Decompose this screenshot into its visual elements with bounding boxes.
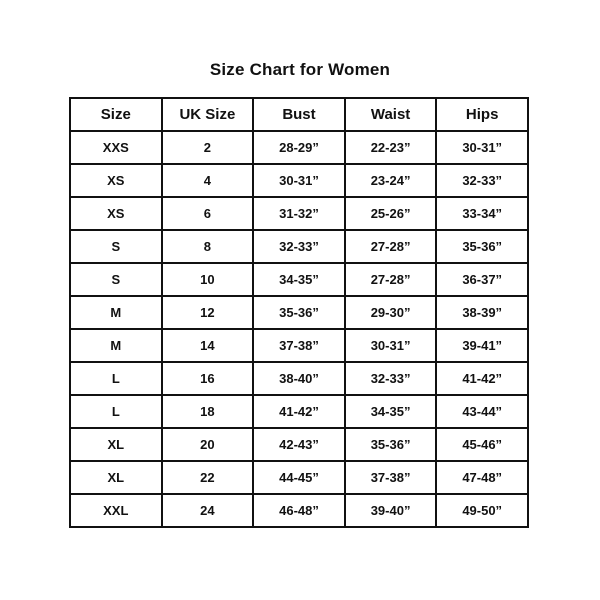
table-cell: 37-38” — [253, 329, 345, 362]
header-row — [70, 98, 528, 131]
table-row — [70, 296, 528, 329]
table-cell: S — [70, 230, 162, 263]
table-row — [70, 494, 528, 527]
table-cell: 35-36” — [436, 230, 528, 263]
table-cell: XS — [70, 197, 162, 230]
table-cell: 8 — [162, 230, 254, 263]
table-row — [70, 164, 528, 197]
table-cell: 43-44” — [436, 395, 528, 428]
table-cell: 49-50” — [436, 494, 528, 527]
table-cell: 32-33” — [345, 362, 437, 395]
table-cell: 30-31” — [253, 164, 345, 197]
table-cell: 34-35” — [345, 395, 437, 428]
table-cell: XL — [70, 461, 162, 494]
column-header: UK Size — [162, 98, 254, 131]
column-header: Waist — [345, 98, 437, 131]
table-cell: 28-29” — [253, 131, 345, 164]
table-cell: 27-28” — [345, 263, 437, 296]
table-cell: 27-28” — [345, 230, 437, 263]
table-row — [70, 362, 528, 395]
table-cell: L — [70, 395, 162, 428]
table-cell: 35-36” — [253, 296, 345, 329]
table-cell: 4 — [162, 164, 254, 197]
table-cell: 14 — [162, 329, 254, 362]
table-cell: 32-33” — [253, 230, 345, 263]
table-header — [70, 98, 528, 131]
column-header: Bust — [253, 98, 345, 131]
table-cell: M — [70, 296, 162, 329]
table-cell: 38-40” — [253, 362, 345, 395]
table-cell: XS — [70, 164, 162, 197]
table-cell: 31-32” — [253, 197, 345, 230]
table-cell: 33-34” — [436, 197, 528, 230]
table-cell: 25-26” — [345, 197, 437, 230]
table-row — [70, 263, 528, 296]
table-cell: 30-31” — [436, 131, 528, 164]
table-cell: 18 — [162, 395, 254, 428]
table-cell: XXL — [70, 494, 162, 527]
table-cell: 29-30” — [345, 296, 437, 329]
table-cell: 41-42” — [253, 395, 345, 428]
table-cell: 39-40” — [345, 494, 437, 527]
size-chart-table — [69, 97, 529, 528]
table-row — [70, 395, 528, 428]
table-cell: S — [70, 263, 162, 296]
table-cell: 32-33” — [436, 164, 528, 197]
table-row — [70, 131, 528, 164]
table-cell: 2 — [162, 131, 254, 164]
table-cell: 6 — [162, 197, 254, 230]
table-cell: 23-24” — [345, 164, 437, 197]
table-cell: 35-36” — [345, 428, 437, 461]
table-cell: 22-23” — [345, 131, 437, 164]
table-cell: 44-45” — [253, 461, 345, 494]
table-body — [70, 131, 528, 527]
table-cell: 39-41” — [436, 329, 528, 362]
table-cell: 42-43” — [253, 428, 345, 461]
table-cell: 22 — [162, 461, 254, 494]
column-header: Hips — [436, 98, 528, 131]
column-header: Size — [70, 98, 162, 131]
table-cell: 41-42” — [436, 362, 528, 395]
table-cell: M — [70, 329, 162, 362]
table-cell: 20 — [162, 428, 254, 461]
table-cell: XL — [70, 428, 162, 461]
table-row — [70, 461, 528, 494]
table-row — [70, 428, 528, 461]
table-cell: 46-48” — [253, 494, 345, 527]
table-cell: 16 — [162, 362, 254, 395]
table-row — [70, 329, 528, 362]
table-cell: 34-35” — [253, 263, 345, 296]
table-cell: 38-39” — [436, 296, 528, 329]
table-cell: 45-46” — [436, 428, 528, 461]
table-cell: 37-38” — [345, 461, 437, 494]
table-cell: 47-48” — [436, 461, 528, 494]
table-cell: L — [70, 362, 162, 395]
table-cell: 10 — [162, 263, 254, 296]
table-cell: 36-37” — [436, 263, 528, 296]
page-title: Size Chart for Women — [209, 60, 391, 79]
table-row — [70, 197, 528, 230]
table-cell: 24 — [162, 494, 254, 527]
table-cell: 30-31” — [345, 329, 437, 362]
table-row — [70, 230, 528, 263]
table-cell: 12 — [162, 296, 254, 329]
table-cell: XXS — [70, 131, 162, 164]
